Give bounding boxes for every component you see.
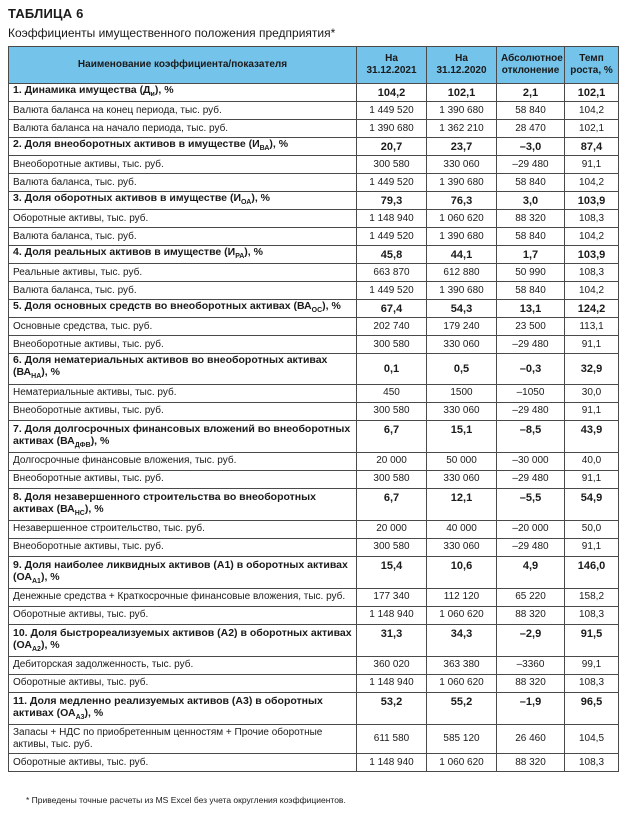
value-2021-cell: 1 148 940: [357, 754, 427, 772]
ratio-name: 8. Доля незавершенного строительства во внеоборотных активах (ВА: [13, 490, 316, 515]
value-2021-cell: 20 000: [357, 520, 427, 538]
indicator-name: Внеоборотные активы, тыс. руб.: [13, 338, 164, 350]
table-title: ТАБЛИЦА 6: [8, 6, 84, 21]
indicator-row: [9, 520, 619, 538]
ratio-name: 10. Доля быстрореализуемых активов (А2) в оборотных активах (ОА: [13, 626, 352, 651]
abs-deviation-cell: –3360: [497, 656, 565, 674]
value-2020-cell: 330 060: [427, 402, 497, 420]
ratio-subscript: ОА: [241, 199, 252, 207]
indicator-name: Валюта баланса, тыс. руб.: [13, 176, 137, 188]
abs-deviation-cell: 2,1: [497, 84, 565, 102]
indicator-row: [9, 336, 619, 354]
indicator-row: [9, 174, 619, 192]
ratio-name-cell: [9, 692, 357, 724]
growth-rate-cell: 103,9: [565, 246, 619, 264]
abs-deviation-cell: 58 840: [497, 228, 565, 246]
ratio-name: 9. Доля наиболее ликвидных активов (А1) в оборотных активах (ОА: [13, 558, 348, 583]
indicator-row: [9, 452, 619, 470]
growth-rate-cell: 91,1: [565, 402, 619, 420]
value-2020-cell: 23,7: [427, 138, 497, 156]
ratio-row: [9, 300, 619, 318]
value-2021-cell: 300 580: [357, 336, 427, 354]
value-2021-cell: 104,2: [357, 84, 427, 102]
ratio-subscript: А2: [32, 645, 41, 653]
value-2020-cell: 1 390 680: [427, 282, 497, 300]
indicator-row: [9, 228, 619, 246]
abs-deviation-cell: 28 470: [497, 120, 565, 138]
abs-deviation-cell: –5,5: [497, 488, 565, 520]
value-2020-cell: 1 060 620: [427, 674, 497, 692]
abs-deviation-cell: –2,9: [497, 624, 565, 656]
indicator-row: [9, 656, 619, 674]
ratio-name: 11. Доля медленно реализуемых активов (А3) в оборотных активах (ОА: [13, 694, 323, 719]
value-2020-cell: 12,1: [427, 488, 497, 520]
ratio-subscript: и: [150, 91, 155, 99]
indicator-name-cell: [9, 120, 357, 138]
indicator-name: Внеоборотные активы, тыс. руб.: [13, 473, 164, 485]
indicator-name: Валюта баланса, тыс. руб.: [13, 230, 137, 242]
indicator-name: Реальные активы, тыс. руб.: [13, 266, 143, 278]
ratio-row: [9, 246, 619, 264]
footnote: * Приведены точные расчеты из MS Excel без учета округления коэффициентов.: [26, 795, 346, 805]
growth-rate-cell: 91,1: [565, 538, 619, 556]
growth-rate-cell: 87,4: [565, 138, 619, 156]
value-2020-cell: 10,6: [427, 556, 497, 588]
ratio-subscript: НС: [74, 509, 85, 517]
value-2020-cell: 1 060 620: [427, 606, 497, 624]
ratio-row: [9, 84, 619, 102]
growth-rate-cell: 158,2: [565, 588, 619, 606]
ratio-name: 3. Доля оборотных активов в имуществе (И: [13, 192, 241, 205]
abs-deviation-cell: 13,1: [497, 300, 565, 318]
growth-rate-cell: 102,1: [565, 120, 619, 138]
growth-rate-cell: 91,1: [565, 470, 619, 488]
value-2021-cell: 300 580: [357, 402, 427, 420]
ratio-name-cell: [9, 624, 357, 656]
indicator-row: [9, 588, 619, 606]
value-2020-cell: 1 060 620: [427, 210, 497, 228]
indicator-row: [9, 606, 619, 624]
abs-deviation-cell: 50 990: [497, 264, 565, 282]
header-2021: На 31.12.2021: [357, 47, 427, 84]
value-2021-cell: 1 449 520: [357, 174, 427, 192]
value-2021-cell: 1 449 520: [357, 102, 427, 120]
indicator-name: Внеоборотные активы, тыс. руб.: [13, 158, 164, 170]
indicator-name: Нематериальные активы, тыс. руб.: [13, 387, 177, 399]
value-2020-cell: 1 060 620: [427, 754, 497, 772]
indicator-name-cell: [9, 606, 357, 624]
indicator-name: Основные средства, тыс. руб.: [13, 320, 153, 332]
abs-deviation-cell: –29 480: [497, 336, 565, 354]
abs-deviation-cell: 88 320: [497, 210, 565, 228]
value-2021-cell: 1 148 940: [357, 210, 427, 228]
header-growth-line1: Темп: [579, 53, 604, 64]
indicator-row: [9, 102, 619, 120]
abs-deviation-cell: –29 480: [497, 470, 565, 488]
growth-rate-cell: 40,0: [565, 452, 619, 470]
indicator-name: Денежные средства + Краткосрочные финансовые вложения, тыс. руб.: [13, 591, 346, 603]
indicator-name: Долгосрочные финансовые вложения, тыс. руб.: [13, 455, 237, 467]
value-2021-cell: 202 740: [357, 318, 427, 336]
indicator-name: Валюта баланса, тыс. руб.: [13, 284, 137, 296]
indicator-name: Оборотные активы, тыс. руб.: [13, 609, 149, 621]
growth-rate-cell: 124,2: [565, 300, 619, 318]
abs-deviation-cell: –1,9: [497, 692, 565, 724]
growth-rate-cell: 108,3: [565, 754, 619, 772]
value-2020-cell: 50 000: [427, 452, 497, 470]
ratio-subscript: А3: [75, 714, 85, 722]
indicator-row: [9, 725, 619, 754]
ratio-row: [9, 488, 619, 520]
value-2020-cell: 34,3: [427, 624, 497, 656]
ratio-row: [9, 138, 619, 156]
table-subtitle: Коэффициенты имущественного положения предприятия*: [8, 26, 336, 40]
value-2020-cell: 40 000: [427, 520, 497, 538]
abs-deviation-cell: 26 460: [497, 725, 565, 754]
ratio-subscript: ОС: [311, 307, 323, 315]
ratio-name-cell: [9, 192, 357, 210]
indicator-row: [9, 402, 619, 420]
table-header-row: [9, 47, 619, 84]
growth-rate-cell: 91,5: [565, 624, 619, 656]
indicator-name: Оборотные активы, тыс. руб.: [13, 212, 149, 224]
value-2021-cell: 1 148 940: [357, 674, 427, 692]
value-2021-cell: 6,7: [357, 488, 427, 520]
indicator-name: Незавершенное строительство, тыс. руб.: [13, 523, 205, 535]
ratio-unit: ), %: [244, 246, 263, 259]
ratio-unit: ), %: [40, 570, 60, 583]
ratio-subscript: ДФВ: [74, 441, 91, 449]
growth-rate-cell: 113,1: [565, 318, 619, 336]
header-growth-rate: [565, 47, 619, 84]
growth-rate-cell: 102,1: [565, 84, 619, 102]
ratio-name: 5. Доля основных средств во внеоборотных активах (ВА: [13, 300, 312, 313]
value-2021-cell: 300 580: [357, 538, 427, 556]
value-2021-cell: 20,7: [357, 138, 427, 156]
indicator-row: [9, 282, 619, 300]
ratio-unit: ), %: [269, 138, 289, 151]
growth-rate-cell: 108,3: [565, 210, 619, 228]
ratio-unit: ), %: [251, 192, 270, 205]
indicator-name-cell: [9, 156, 357, 174]
value-2021-cell: 20 000: [357, 452, 427, 470]
indicator-row: [9, 156, 619, 174]
indicator-name: Оборотные активы, тыс. руб.: [13, 677, 149, 689]
indicator-name-cell: [9, 538, 357, 556]
indicator-row: [9, 470, 619, 488]
header-abs-line2: отклонение: [501, 65, 560, 76]
growth-rate-cell: 99,1: [565, 656, 619, 674]
abs-deviation-cell: 65 220: [497, 588, 565, 606]
value-2021-cell: 67,4: [357, 300, 427, 318]
value-2021-cell: 1 148 940: [357, 606, 427, 624]
abs-deviation-cell: –20 000: [497, 520, 565, 538]
value-2021-cell: 177 340: [357, 588, 427, 606]
ratio-name-cell: [9, 300, 357, 318]
growth-rate-cell: 146,0: [565, 556, 619, 588]
value-2020-cell: 44,1: [427, 246, 497, 264]
indicator-name-cell: [9, 725, 357, 754]
header-abs-deviation: [497, 47, 565, 84]
growth-rate-cell: 96,5: [565, 692, 619, 724]
indicator-name: Внеоборотные активы, тыс. руб.: [13, 405, 164, 417]
value-2020-cell: 585 120: [427, 725, 497, 754]
value-2021-cell: 450: [357, 384, 427, 402]
abs-deviation-cell: 58 840: [497, 282, 565, 300]
table-body: [9, 84, 619, 772]
ratio-row: [9, 624, 619, 656]
growth-rate-cell: 43,9: [565, 420, 619, 452]
ratio-row: [9, 692, 619, 724]
indicator-name-cell: [9, 754, 357, 772]
indicator-name: Внеоборотные активы, тыс. руб.: [13, 541, 164, 553]
growth-rate-cell: 103,9: [565, 192, 619, 210]
ratio-unit: ), %: [154, 84, 174, 96]
value-2020-cell: 179 240: [427, 318, 497, 336]
indicator-name-cell: [9, 656, 357, 674]
abs-deviation-cell: 3,0: [497, 192, 565, 210]
growth-rate-cell: 108,3: [565, 606, 619, 624]
ratio-unit: ), %: [84, 706, 104, 719]
abs-deviation-cell: 58 840: [497, 174, 565, 192]
growth-rate-cell: 32,9: [565, 354, 619, 384]
ratio-subscript: НА: [31, 373, 42, 381]
value-2020-cell: 1500: [427, 384, 497, 402]
indicator-row: [9, 538, 619, 556]
ratio-row: [9, 556, 619, 588]
indicator-name-cell: [9, 318, 357, 336]
ratio-name-cell: [9, 420, 357, 452]
growth-rate-cell: 91,1: [565, 336, 619, 354]
growth-rate-cell: 104,2: [565, 282, 619, 300]
value-2021-cell: 1 449 520: [357, 228, 427, 246]
ratio-subscript: А1: [32, 577, 41, 585]
abs-deviation-cell: –0,3: [497, 354, 565, 384]
growth-rate-cell: 104,5: [565, 725, 619, 754]
indicator-name: Оборотные активы, тыс. руб.: [13, 756, 149, 768]
indicator-name-cell: [9, 264, 357, 282]
growth-rate-cell: 104,2: [565, 102, 619, 120]
indicator-name-cell: [9, 520, 357, 538]
value-2020-cell: 1 362 210: [427, 120, 497, 138]
value-2020-cell: 55,2: [427, 692, 497, 724]
value-2020-cell: 1 390 680: [427, 228, 497, 246]
ratio-name-cell: [9, 246, 357, 264]
abs-deviation-cell: –8,5: [497, 420, 565, 452]
abs-deviation-cell: 88 320: [497, 754, 565, 772]
indicator-name-cell: [9, 452, 357, 470]
ratio-name: 4. Доля реальных активов в имуществе (И: [13, 246, 236, 259]
value-2021-cell: 300 580: [357, 156, 427, 174]
value-2021-cell: 663 870: [357, 264, 427, 282]
indicator-name-cell: [9, 336, 357, 354]
value-2020-cell: 15,1: [427, 420, 497, 452]
ratio-name: 7. Доля долгосрочных финансовых вложений во внеоборотных активах (ВА: [13, 422, 351, 447]
abs-deviation-cell: 1,7: [497, 246, 565, 264]
value-2021-cell: 15,4: [357, 556, 427, 588]
indicator-name: Дебиторская задолженность, тыс. руб.: [13, 659, 194, 671]
value-2021-cell: 360 020: [357, 656, 427, 674]
growth-rate-cell: 54,9: [565, 488, 619, 520]
ratio-subscript: РА: [235, 253, 245, 261]
growth-rate-cell: 104,2: [565, 174, 619, 192]
abs-deviation-cell: 4,9: [497, 556, 565, 588]
growth-rate-cell: 50,0: [565, 520, 619, 538]
abs-deviation-cell: 58 840: [497, 102, 565, 120]
abs-deviation-cell: –29 480: [497, 402, 565, 420]
header-2020: На 31.12.2020: [427, 47, 497, 84]
ratio-unit: ), %: [90, 434, 110, 447]
indicator-name: Валюта баланса на начало периода, тыс. руб.: [13, 122, 229, 134]
value-2021-cell: 31,3: [357, 624, 427, 656]
value-2020-cell: 363 380: [427, 656, 497, 674]
ratio-row: [9, 354, 619, 384]
abs-deviation-cell: –29 480: [497, 156, 565, 174]
value-2020-cell: 612 880: [427, 264, 497, 282]
ratio-unit: ), %: [322, 300, 341, 313]
value-2021-cell: 0,1: [357, 354, 427, 384]
ratio-row: [9, 192, 619, 210]
ratio-name-cell: [9, 84, 357, 102]
growth-rate-cell: 108,3: [565, 674, 619, 692]
ratio-unit: ), %: [84, 502, 104, 515]
ratio-subscript: ВА: [259, 145, 270, 153]
value-2021-cell: 1 449 520: [357, 282, 427, 300]
indicator-row: [9, 674, 619, 692]
indicator-row: [9, 318, 619, 336]
indicator-name-cell: [9, 210, 357, 228]
value-2021-cell: 79,3: [357, 192, 427, 210]
value-2020-cell: 1 390 680: [427, 102, 497, 120]
indicator-name-cell: [9, 282, 357, 300]
indicator-row: [9, 264, 619, 282]
growth-rate-cell: 104,2: [565, 228, 619, 246]
ratio-name-cell: [9, 556, 357, 588]
ratio-unit: ), %: [41, 366, 60, 379]
value-2020-cell: 1 390 680: [427, 174, 497, 192]
value-2020-cell: 330 060: [427, 470, 497, 488]
header-abs-line1: Абсолютное: [501, 53, 563, 64]
value-2020-cell: 0,5: [427, 354, 497, 384]
abs-deviation-cell: 23 500: [497, 318, 565, 336]
indicator-name-cell: [9, 588, 357, 606]
indicator-name-cell: [9, 174, 357, 192]
indicator-name-cell: [9, 102, 357, 120]
value-2020-cell: 112 120: [427, 588, 497, 606]
value-2020-cell: 102,1: [427, 84, 497, 102]
abs-deviation-cell: 88 320: [497, 606, 565, 624]
value-2021-cell: 45,8: [357, 246, 427, 264]
value-2021-cell: 6,7: [357, 420, 427, 452]
abs-deviation-cell: –1050: [497, 384, 565, 402]
ratio-name: 6. Доля нематериальных активов во внеоборотных активах (ВА: [13, 354, 328, 379]
ratio-name: 1. Динамика имущества (Д: [13, 84, 151, 96]
value-2020-cell: 330 060: [427, 156, 497, 174]
abs-deviation-cell: 88 320: [497, 674, 565, 692]
indicator-row: [9, 210, 619, 228]
growth-rate-cell: 108,3: [565, 264, 619, 282]
value-2020-cell: 54,3: [427, 300, 497, 318]
value-2020-cell: 330 060: [427, 336, 497, 354]
value-2021-cell: 300 580: [357, 470, 427, 488]
ratio-name-cell: [9, 354, 357, 384]
indicator-name-cell: [9, 228, 357, 246]
indicator-row: [9, 754, 619, 772]
ratio-name-cell: [9, 488, 357, 520]
value-2021-cell: 1 390 680: [357, 120, 427, 138]
indicator-name: Валюта баланса на конец периода, тыс. руб.: [13, 104, 222, 116]
value-2020-cell: 76,3: [427, 192, 497, 210]
header-growth-line2: роста, %: [570, 65, 613, 76]
indicator-row: [9, 384, 619, 402]
indicator-name-cell: [9, 384, 357, 402]
indicator-name: Запасы + НДС по приобретенным ценностям + Прочие оборотные активы, тыс. руб.: [13, 727, 323, 751]
indicator-name-cell: [9, 470, 357, 488]
value-2021-cell: 53,2: [357, 692, 427, 724]
growth-rate-cell: 30,0: [565, 384, 619, 402]
indicator-name-cell: [9, 402, 357, 420]
abs-deviation-cell: –29 480: [497, 538, 565, 556]
indicator-row: [9, 120, 619, 138]
header-name: Наименование коэффициента/показателя: [9, 47, 357, 84]
abs-deviation-cell: –3,0: [497, 138, 565, 156]
abs-deviation-cell: –30 000: [497, 452, 565, 470]
value-2021-cell: 611 580: [357, 725, 427, 754]
ratio-name: 2. Доля внеоборотных активов в имуществе (И: [13, 138, 260, 151]
value-2020-cell: 330 060: [427, 538, 497, 556]
ratio-name-cell: [9, 138, 357, 156]
indicator-name-cell: [9, 674, 357, 692]
ratio-unit: ), %: [40, 638, 60, 651]
ratios-table: [8, 46, 619, 772]
growth-rate-cell: 91,1: [565, 156, 619, 174]
ratio-row: [9, 420, 619, 452]
